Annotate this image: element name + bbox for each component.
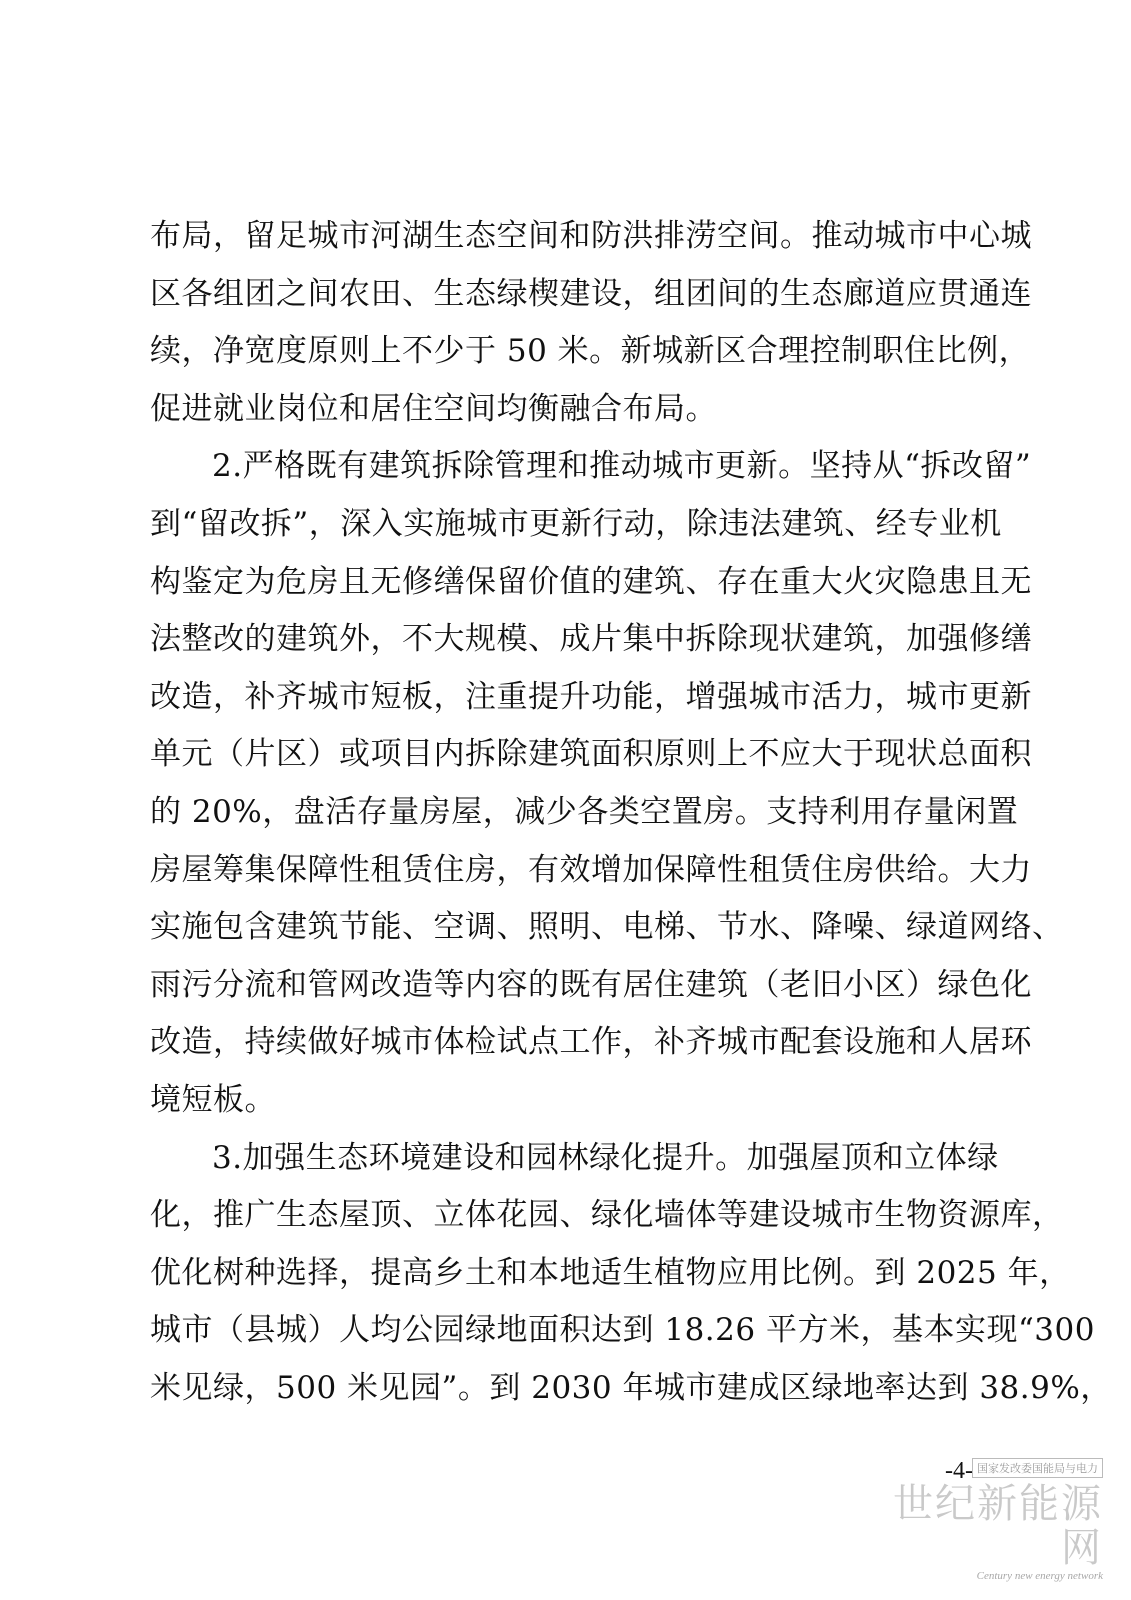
text-line: 改造，补齐城市短板，注重提升功能，增强城市活力，城市更新: [150, 678, 1032, 715]
text-line: 米见绿，500 米见园”。到 2030 年城市建成区绿地率达到 38.9%，: [150, 1369, 1112, 1406]
text-line: 到“留改拆”，深入实施城市更新行动，除违法建筑、经专业机: [150, 505, 1002, 542]
text-line: 区各组团之间农田、生态绿楔建设，组团间的生态廊道应贯通连: [150, 275, 1032, 312]
text-line: 构鉴定为危房且无修缮保留价值的建筑、存在重大火灾隐患且无: [150, 563, 1032, 600]
text-line: 房屋筹集保障性租赁住房，有效增加保障性租赁住房供给。大力: [150, 851, 1032, 888]
text-line: 布局，留足城市河湖生态空间和防洪排涝空间。推动城市中心城: [150, 218, 1032, 254]
text-line: 雨污分流和管网改造等内容的既有居住建筑（老旧小区）绿色化: [150, 966, 1032, 1003]
text-line: 法整改的建筑外，不大规模、成片集中拆除现状建筑，加强修缮: [150, 621, 1032, 658]
watermark-tag: 国家发改委国能局与电力: [972, 1458, 1103, 1478]
page-number: -4-: [945, 1458, 973, 1484]
section-heading-line: 3.加强生态环境建设和园林绿化提升。加强屋顶和立体绿: [212, 1139, 999, 1176]
text-line: 促进就业岗位和居住空间均衡融合布局。: [150, 390, 717, 427]
text-line: 优化树种选择，提高乡土和本地适生植物应用比例。到 2025 年，: [150, 1254, 1071, 1291]
watermark-logo: 世纪新能源网: [893, 1481, 1103, 1571]
text-line: 续，净宽度原则上不少于 50 米。新城新区合理控制职住比例，: [150, 333, 1031, 370]
text-line: 城市（县城）人均公园绿地面积达到 18.26 平方米，基本实现“300: [150, 1312, 1095, 1349]
section-heading-line: 2.严格既有建筑拆除管理和推动城市更新。坚持从“拆改留”: [212, 448, 1032, 485]
body-text: [150, 208, 1112, 1417]
text-line: 的 20%，盘活存量房屋，减少各类空置房。支持利用存量闲置: [150, 793, 1019, 830]
watermark-subtitle: Century new energy network: [976, 1570, 1103, 1582]
text-line: 实施包含建筑节能、空调、照明、电梯、节水、降噪、绿道网络、: [150, 909, 1064, 946]
watermark: [893, 1457, 1103, 1582]
text-line: 改造，持续做好城市体检试点工作，补齐城市配套设施和人居环: [150, 1024, 1032, 1061]
text-line: 境短板。: [150, 1081, 276, 1118]
text-line: 单元（片区）或项目内拆除建筑面积原则上不应大于现状总面积: [150, 736, 1032, 773]
text-line: 化，推广生态屋顶、立体花园、绿化墙体等建设城市生物资源库，: [150, 1197, 1064, 1234]
